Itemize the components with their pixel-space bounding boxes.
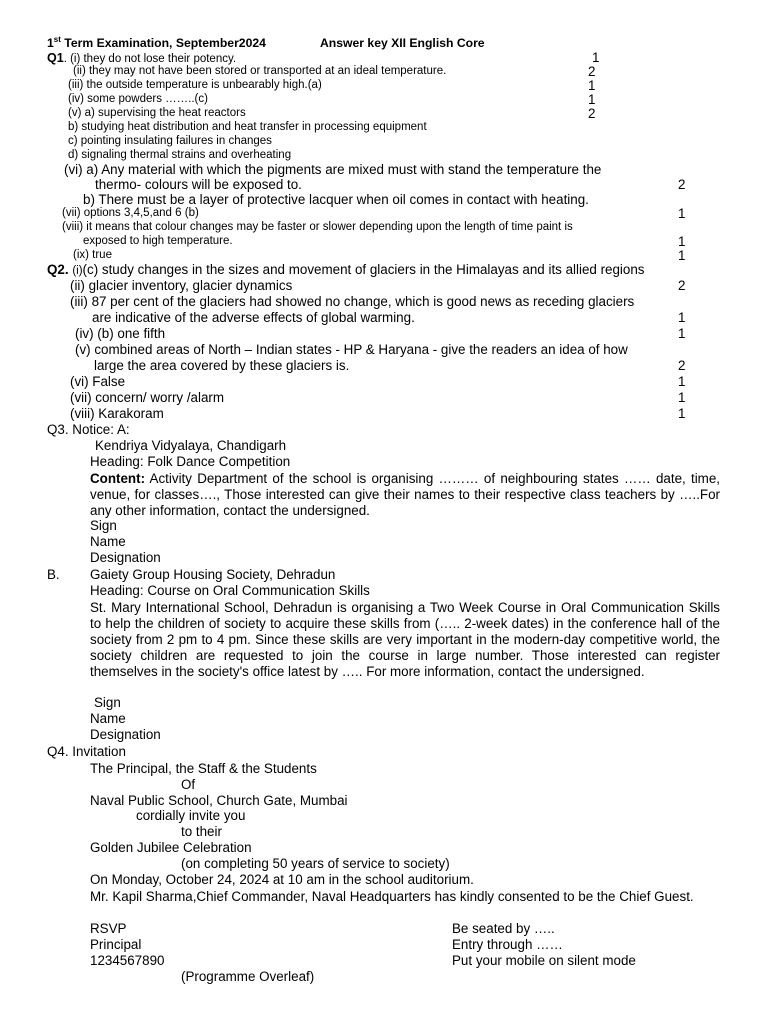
- q4-of: Of: [181, 777, 196, 792]
- q1-ix: (ix) true: [73, 249, 112, 261]
- q1-iv: (iv) some powders ……..(c): [68, 93, 208, 105]
- q4-phone: 1234567890: [90, 953, 165, 968]
- q4-to-their: to their: [181, 824, 222, 839]
- q1-iii-mark: 1: [588, 78, 596, 93]
- q2-vi: (vi) False: [70, 374, 126, 389]
- q4-be-seated: Be seated by …..: [452, 921, 555, 936]
- exam-title: [47, 34, 266, 50]
- q3-a-sign: Sign: [90, 518, 117, 533]
- q2-i-small: (i): [72, 265, 83, 277]
- q4-chief-guest: Mr. Kapil Sharma,Chief Commander, Naval Headquarters has kindly consented to be the Chief Guest.: [90, 889, 694, 904]
- answer-key-title: Answer key XII English Core: [320, 36, 485, 50]
- q1-label: Q1: [47, 51, 64, 65]
- q1-viii-line1: (viii) it means that colour changes may be faster or slower depending upon the length of time paint is: [62, 221, 573, 233]
- q4-school: Naval Public School, Church Gate, Mumbai: [90, 793, 348, 808]
- q3-a-content-text: Activity Department of the school is organising ……… of neighbouring states …… date, time, venue, for classes…., Those interested can give their names to their respective class teachers by …..For any other information, contact the undersigned.: [90, 471, 720, 519]
- q1-v-a: (v) a) supervising the heat reactors: [68, 107, 246, 119]
- q4-rsvp: RSVP: [90, 921, 127, 936]
- q2-i-text: (c) study changes in the sizes and movement of glaciers in the Himalayas and its allied regions: [82, 262, 645, 277]
- q1-v-d: d) signaling thermal strains and overheating: [68, 149, 292, 161]
- q2-vi-mark: 1: [678, 374, 686, 389]
- q3-a-name: Name: [90, 534, 126, 549]
- q3-b-heading: Heading: Course on Oral Communication Skills: [90, 583, 370, 598]
- q1-vi-a-line1: (vi) a) Any material with which the pigments are mixed must with stand the temperature the: [64, 162, 602, 177]
- title-ordinal: 1: [47, 36, 54, 50]
- q2-v-mark: 2: [678, 358, 686, 373]
- q1-vi-mark: 2: [678, 177, 686, 192]
- q2-vii-mark: 1: [678, 390, 686, 405]
- q2-viii-mark: 1: [678, 406, 686, 421]
- q2-line-i: [47, 263, 645, 278]
- q4-mobile-note: Put your mobile on silent mode: [452, 953, 636, 968]
- q1-iv-mark: 1: [588, 92, 596, 107]
- q2-iii-line1: (iii) 87 per cent of the glaciers had showed no change, which is good news as receding glaciers: [70, 294, 635, 309]
- q1-ii: (ii) they may not have been stored or transported at an ideal temperature.: [73, 65, 447, 77]
- q2-iii-mark: 1: [678, 310, 686, 325]
- q1-vi-a-line2: thermo- colours will be exposed to.: [95, 177, 302, 192]
- title-text: Term Examination, September2024: [64, 36, 266, 50]
- q4-event: Golden Jubilee Celebration: [90, 840, 252, 855]
- q4-hosts: The Principal, the Staff & the Students: [90, 761, 317, 776]
- q1-v-b: b) studying heat distribution and heat transfer in processing equipment: [68, 121, 427, 133]
- q2-ii-mark: 2: [678, 278, 686, 293]
- q1-v-c: c) pointing insulating failures in changes: [68, 135, 272, 147]
- q4-entry: Entry through ……: [452, 937, 563, 952]
- q4-invite: cordially invite you: [136, 808, 246, 823]
- q4-principal: Principal: [90, 937, 142, 952]
- q1-ix-mark: 1: [678, 248, 686, 263]
- q1-viii-mark: 1: [678, 234, 686, 249]
- q1-iii: (iii) the outside temperature is unbearably high.(a): [68, 79, 322, 91]
- q1-ii-mark: 2: [588, 64, 596, 79]
- q2-v-line2: large the area covered by these glaciers is.: [94, 358, 350, 373]
- q1-i-mark: 1: [592, 50, 600, 65]
- q2-ii: (ii) glacier inventory, glacier dynamics: [70, 278, 293, 293]
- q4-overleaf: (Programme Overleaf): [181, 969, 315, 984]
- q2-viii: (viii) Karakoram: [70, 406, 164, 421]
- q2-label: Q2.: [47, 262, 69, 277]
- q1-vi-b: b) There must be a layer of protective lacquer when oil comes in contact with heating.: [83, 192, 589, 207]
- q4-label: Q4. Invitation: [47, 744, 126, 759]
- q3-b-label: B.: [47, 567, 60, 582]
- title-ordinal-sup: st: [53, 34, 61, 44]
- q1-line-i: [47, 52, 236, 66]
- q2-v-line1: (v) combined areas of North – Indian states - HP & Haryana - give the readers an idea of how: [75, 342, 628, 357]
- q3-a-designation: Designation: [90, 550, 161, 565]
- q3-a-heading: Heading: Folk Dance Competition: [90, 454, 291, 469]
- q2-iii-line2: are indicative of the adverse effects of global warming.: [92, 310, 415, 325]
- q3-a-content: [90, 471, 720, 519]
- q4-occasion: (on completing 50 years of service to society): [181, 856, 450, 871]
- q4-datetime: On Monday, October 24, 2024 at 10 am in the school auditorium.: [90, 872, 474, 887]
- q1-viii-line2: exposed to high temperature.: [83, 235, 233, 247]
- q2-vii: (vii) concern/ worry /alarm: [70, 390, 225, 405]
- q3-a-organisation: Kendriya Vidyalaya, Chandigarh: [95, 438, 287, 453]
- q3-a-content-label: Content:: [90, 471, 146, 486]
- q3-b-body: St. Mary International School, Dehradun is organising a Two Week Course in Oral Communication Skills to help the children of society to acquire these skills from (….. 2-week dates) in the conference hall of the society from 2 pm to 4 pm. Since these skills are very important in the modern-day competitive world, the society children are requested to join the course in large number. Those interested can register themselves in the society's office latest by ….. For more information, contact the undersigned.: [90, 600, 720, 680]
- q1-vii: (vii) options 3,4,5,and 6 (b): [62, 207, 199, 219]
- q2-iv: (iv) (b) one fifth: [75, 326, 166, 341]
- q3-b-name: Name: [90, 711, 126, 726]
- q2-iv-mark: 1: [678, 326, 686, 341]
- q1-v-mark: 2: [588, 106, 596, 121]
- q3-b-sign: Sign: [94, 695, 121, 710]
- q3-label: Q3. Notice: A:: [47, 422, 130, 437]
- q1-vii-mark: 1: [678, 206, 686, 221]
- q3-b-organisation: Gaiety Group Housing Society, Dehradun: [90, 567, 336, 582]
- q3-b-designation: Designation: [90, 727, 161, 742]
- q1-i-text: . (i) they do not lose their potency.: [63, 53, 237, 65]
